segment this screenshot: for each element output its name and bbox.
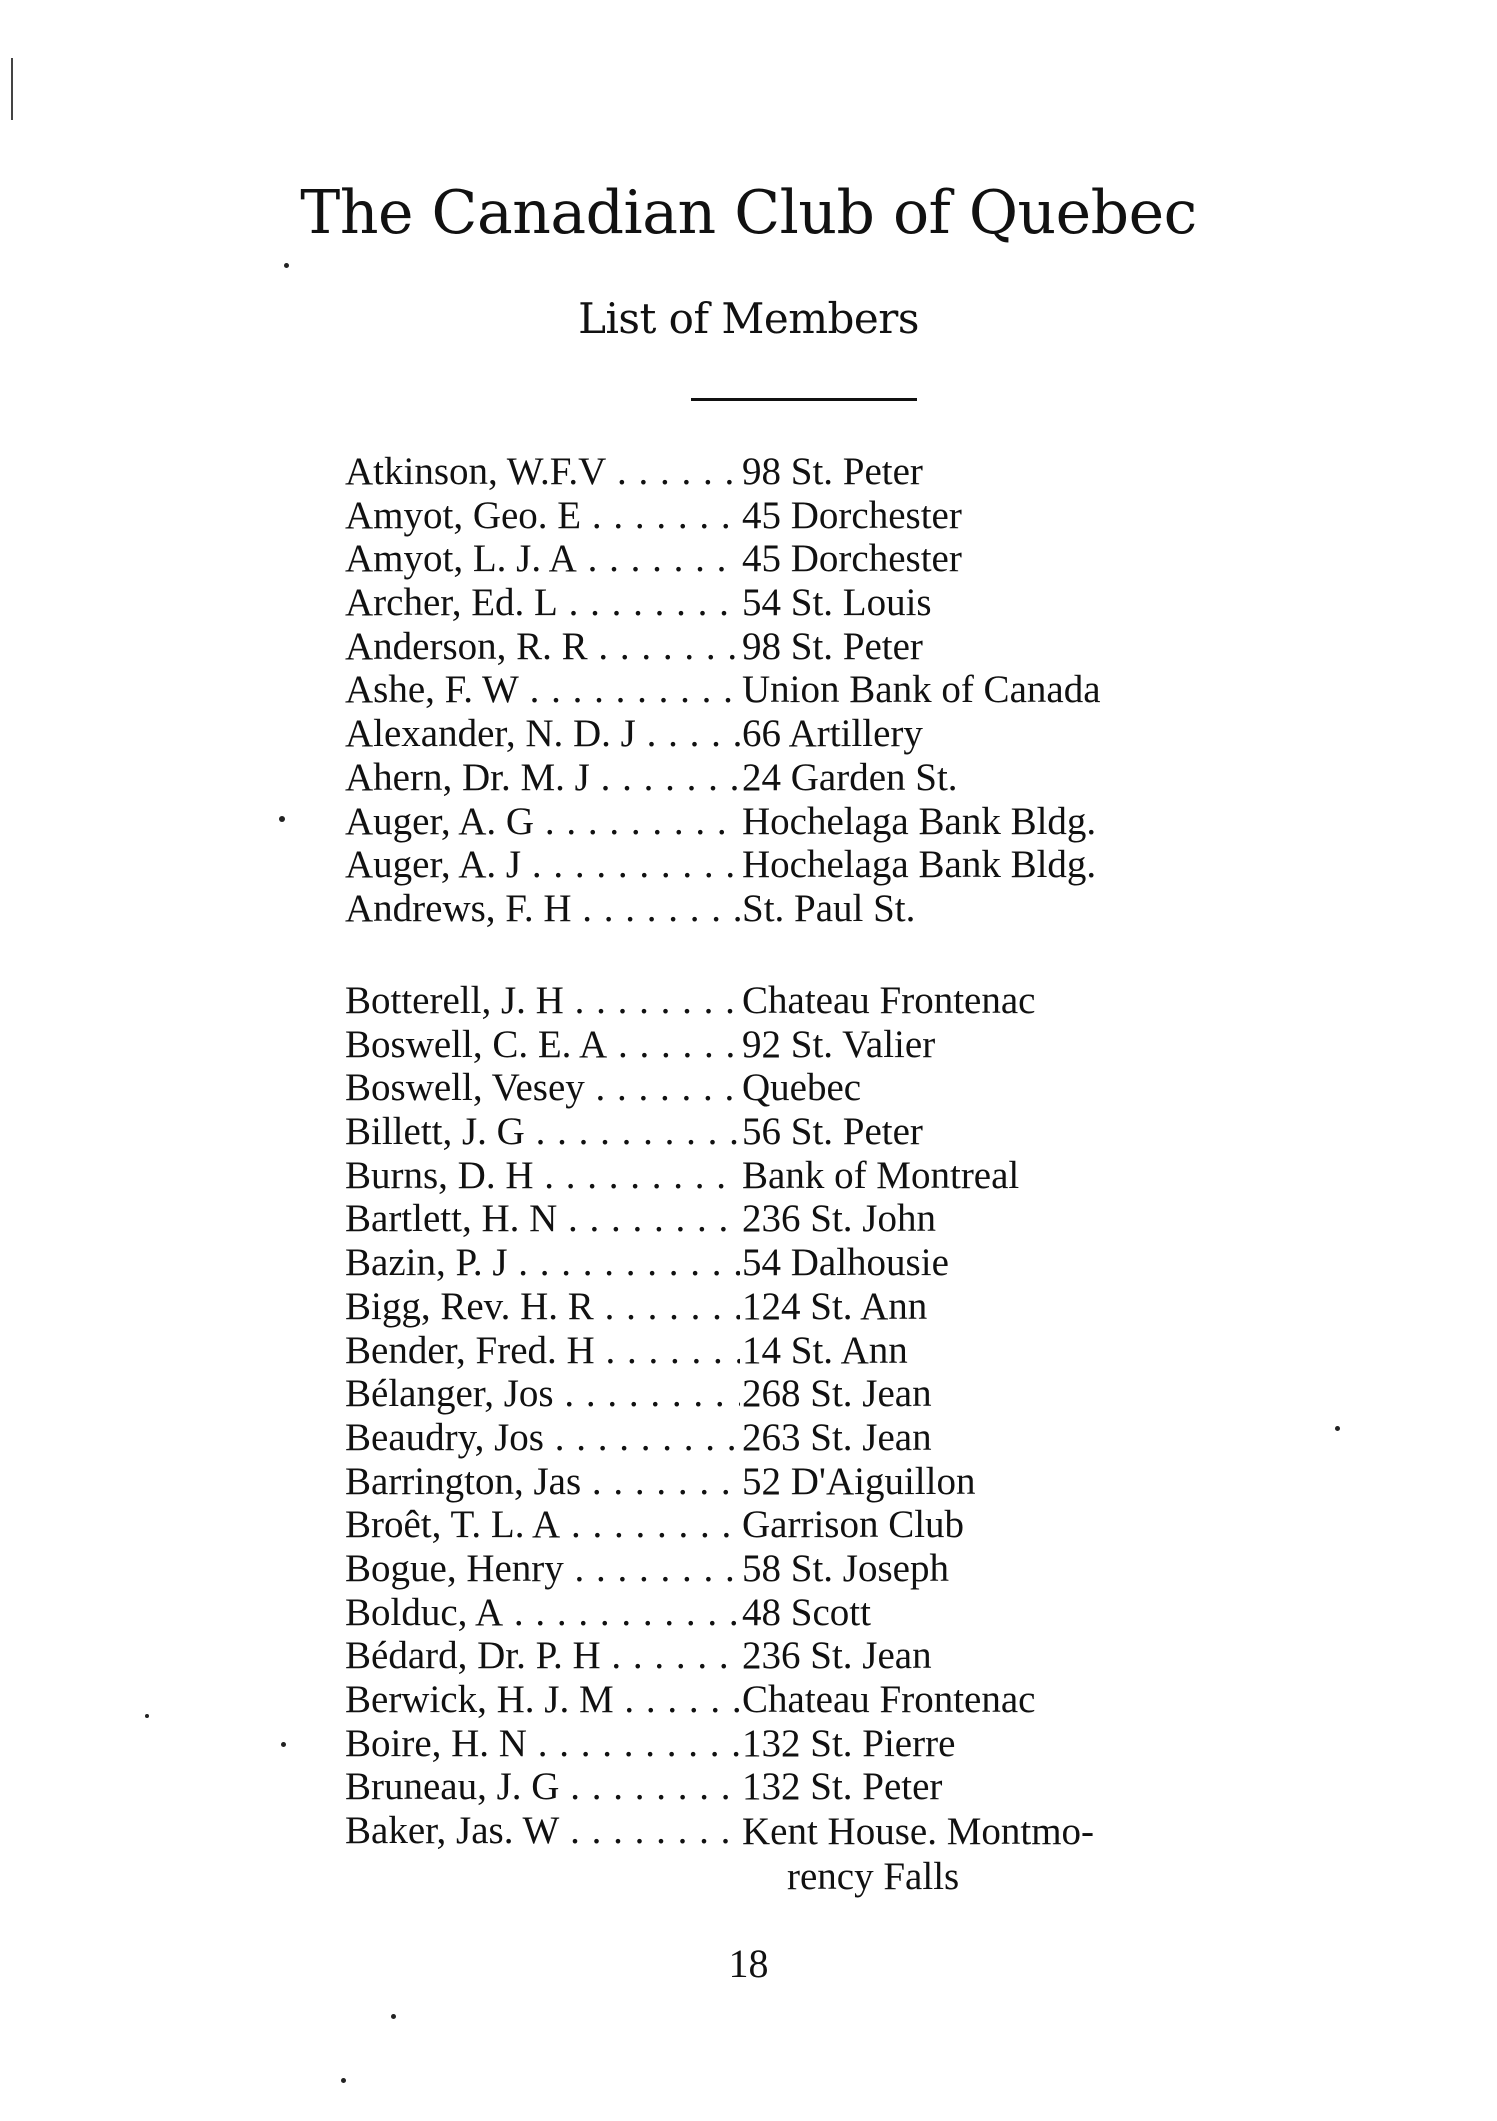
member-name: Bruneau, J. G . . . xyxy=(345,1765,740,1809)
member-name: Billett, J. G . . . xyxy=(345,1110,740,1154)
member-entry xyxy=(345,1634,1345,1678)
member-name: Botterell, J. H . . . xyxy=(345,979,740,1023)
member-name: Alexander, N. D. J . . . xyxy=(345,712,740,756)
member-address: Chateau Frontenac xyxy=(742,979,1036,1022)
member-entry xyxy=(345,843,1345,887)
member-name: Boire, H. N . . . xyxy=(345,1722,740,1766)
member-name: Amyot, Geo. E . . . xyxy=(345,494,740,538)
member-entry xyxy=(345,1503,1345,1547)
member-entry xyxy=(345,712,1345,756)
member-address: 66 Artillery xyxy=(742,712,923,756)
member-address: 236 St. Jean xyxy=(742,1634,932,1678)
member-address: 52 D'Aiguillon xyxy=(742,1459,976,1503)
member-entry xyxy=(345,1809,1345,1899)
member-entry xyxy=(345,1285,1345,1329)
member-entry xyxy=(345,756,1345,800)
member-entry xyxy=(345,1460,1345,1504)
member-group-a xyxy=(345,450,1345,931)
member-entry xyxy=(345,494,1345,538)
member-name: Bédard, Dr. P. H . . . xyxy=(345,1634,740,1678)
member-entry xyxy=(345,1023,1345,1067)
member-entry xyxy=(345,1722,1345,1766)
page-title: The Canadian Club of Quebec xyxy=(300,178,1197,248)
member-name: Bigg, Rev. H. R . . . xyxy=(345,1285,740,1329)
member-entry xyxy=(345,1241,1345,1285)
member-entry xyxy=(345,1066,1345,1110)
member-address: 45 Dorchester xyxy=(742,537,962,581)
member-name: Archer, Ed. L . . . xyxy=(345,581,740,625)
member-name: Boswell, C. E. A . . . xyxy=(345,1023,740,1067)
member-name: Boswell, Vesey . . . xyxy=(345,1066,740,1110)
member-name: Ahern, Dr. M. J . . . xyxy=(345,756,740,800)
scan-speck xyxy=(391,2014,396,2019)
member-entry xyxy=(345,1765,1345,1809)
member-address: 14 St. Ann xyxy=(742,1328,908,1372)
member-entry xyxy=(345,1678,1345,1722)
member-name: Bogue, Henry . . . xyxy=(345,1547,740,1591)
member-address: 54 St. Louis xyxy=(742,581,932,625)
member-name: Bazin, P. J . . . xyxy=(345,1241,740,1285)
member-address: 268 St. Jean xyxy=(742,1372,932,1416)
member-name: Bartlett, H. N . . . xyxy=(345,1197,740,1241)
member-address: Quebec xyxy=(742,1066,862,1110)
member-address: Hochelaga Bank Bldg. xyxy=(742,843,1097,887)
member-address: 98 St. Peter xyxy=(742,624,923,668)
scan-speck xyxy=(145,1714,149,1718)
member-address: 263 St. Jean xyxy=(742,1415,932,1459)
member-name: Auger, A. J . . . xyxy=(345,843,740,887)
member-address: 132 St. Peter xyxy=(742,1765,943,1809)
member-entry xyxy=(345,581,1345,625)
member-address: 98 St. Peter xyxy=(742,450,923,493)
member-name: Amyot, L. J. A . . . xyxy=(345,537,740,581)
member-entry xyxy=(345,668,1345,712)
member-address: 48 Scott xyxy=(742,1590,871,1634)
member-name: Beaudry, Jos . . . xyxy=(345,1416,740,1460)
scan-speck xyxy=(279,816,285,822)
member-name: Andrews, F. H . . . xyxy=(345,887,740,931)
scan-speck xyxy=(341,2078,346,2083)
member-entry xyxy=(345,625,1345,669)
member-address: 236 St. John xyxy=(742,1197,936,1241)
member-entry xyxy=(345,979,1345,1023)
member-entry xyxy=(345,537,1345,581)
member-entry xyxy=(345,800,1345,844)
member-name: Atkinson, W.F.V . . . xyxy=(345,450,740,494)
member-name: Bélanger, Jos . . . xyxy=(345,1372,740,1416)
member-entry xyxy=(345,1154,1345,1198)
member-entry xyxy=(345,1416,1345,1460)
member-address-line1: Kent House. Montmo- xyxy=(742,1810,1095,1854)
member-address: 92 St. Valier xyxy=(742,1022,936,1066)
member-address: 124 St. Ann xyxy=(742,1284,928,1328)
member-address: Union Bank of Canada xyxy=(742,668,1101,712)
member-entry xyxy=(345,1372,1345,1416)
member-address: 24 Garden St. xyxy=(742,755,958,799)
member-group-b xyxy=(345,979,1345,1899)
margin-scan-mark xyxy=(11,58,13,120)
member-address: 54 Dalhousie xyxy=(742,1241,949,1285)
member-name: Bolduc, A . . . xyxy=(345,1591,740,1635)
member-address: Garrison Club xyxy=(742,1503,965,1547)
member-name: Baker, Jas. W . . . xyxy=(345,1809,740,1853)
member-address: 45 Dorchester xyxy=(742,493,962,537)
page-number: 18 xyxy=(728,1941,769,1986)
member-address-line2: rency Falls xyxy=(787,1855,960,1899)
member-entry xyxy=(345,1329,1345,1373)
member-address: St. Paul St. xyxy=(742,886,916,930)
member-name: Auger, A. G . . . xyxy=(345,800,740,844)
member-address xyxy=(740,1809,1247,1899)
member-entry xyxy=(345,450,1345,494)
member-name: Broêt, T. L. A . . . xyxy=(345,1503,740,1547)
member-entry xyxy=(345,1197,1345,1241)
member-entry xyxy=(345,1591,1345,1635)
scan-speck xyxy=(1335,1426,1340,1431)
member-name: Bender, Fred. H . . . xyxy=(345,1329,740,1373)
member-address: Chateau Frontenac xyxy=(742,1678,1036,1721)
member-name: Anderson, R. R . . . xyxy=(345,625,740,669)
member-name: Berwick, H. J. M . . . xyxy=(345,1678,740,1722)
member-address: 56 St. Peter xyxy=(742,1110,923,1154)
member-entry xyxy=(345,1110,1345,1154)
member-address: 58 St. Joseph xyxy=(742,1546,949,1590)
member-name: Burns, D. H . . . xyxy=(345,1154,740,1198)
member-name: Barrington, Jas . . . xyxy=(345,1460,740,1504)
member-address: 132 St. Pierre xyxy=(742,1721,956,1765)
scan-speck xyxy=(284,263,289,268)
member-entry xyxy=(345,887,1345,931)
scan-speck xyxy=(281,1742,286,1747)
title-divider xyxy=(691,398,917,401)
member-address: Hochelaga Bank Bldg. xyxy=(742,799,1097,843)
member-name: Ashe, F. W . . . xyxy=(345,668,740,712)
page-subtitle: List of Members xyxy=(578,294,919,343)
member-address: Bank of Montreal xyxy=(742,1153,1020,1197)
member-entry xyxy=(345,1547,1345,1591)
